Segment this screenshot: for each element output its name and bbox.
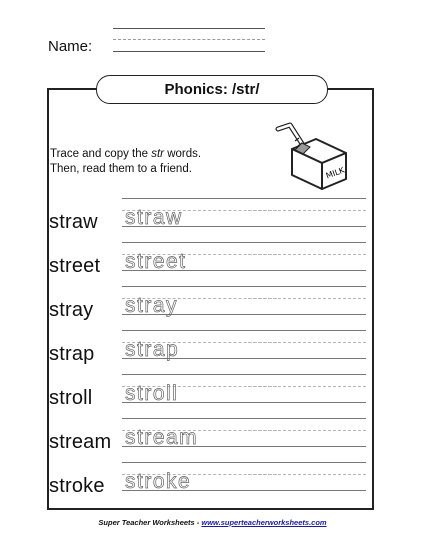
word-row [49,286,369,330]
copy-lines[interactable] [248,198,366,240]
footer-link[interactable]: www.superteacherworksheets.com [201,518,327,527]
trace-word: street [125,250,187,273]
word-label: strap [49,343,95,365]
word-row [49,330,369,374]
word-label: street [49,255,101,277]
copy-lines[interactable] [248,374,366,416]
trace-word: straw [125,206,183,229]
word-row [49,198,369,242]
instructions-emphasis: str [151,148,164,160]
trace-word: stroll [125,382,179,405]
milk-carton-icon [268,119,356,191]
copy-lines[interactable] [248,462,366,504]
copy-lines[interactable] [248,418,366,460]
word-row [49,462,369,506]
instructions [50,147,270,177]
milk-label: MILK [324,165,346,181]
footer [0,518,425,527]
word-label: stream [49,431,112,453]
word-row [49,374,369,418]
name-writing-lines[interactable] [113,28,265,58]
footer-brand: Super Teacher Worksheets [98,518,195,527]
trace-word: stray [125,294,179,317]
worksheet-title: Phonics: /str/ [96,75,328,104]
word-label: stray [49,299,94,321]
instructions-text: words. [164,148,202,160]
word-row [49,242,369,286]
footer-separator: - [194,518,202,527]
word-label: stroke [49,475,105,497]
word-label: straw [49,211,98,233]
trace-word: stroke [125,470,192,493]
copy-lines[interactable] [248,242,366,284]
trace-word: strap [125,338,180,361]
name-label: Name: [48,38,93,55]
copy-lines[interactable] [248,330,366,372]
word-row [49,418,369,462]
word-label: stroll [49,387,93,409]
trace-word: stream [125,426,199,449]
instructions-line-2: Then, read them to a friend. [50,163,192,175]
copy-lines[interactable] [248,286,366,328]
instructions-text: Trace and copy the [50,148,152,160]
